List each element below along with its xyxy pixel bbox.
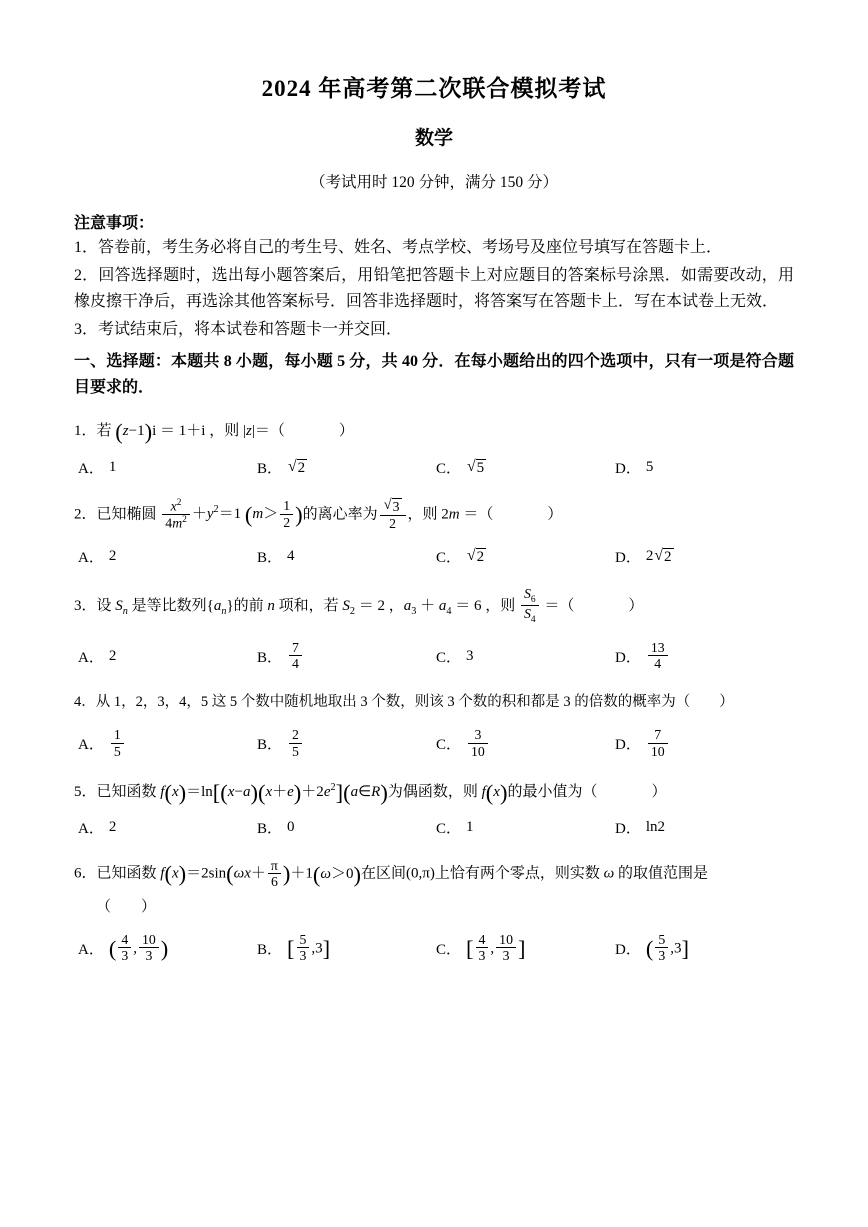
question-3-options [74,640,794,672]
option-2-B-value: 4 [287,547,295,564]
option-5-A[interactable] [74,817,257,838]
option-3-C-value: 3 [466,647,474,664]
option-6-B-value: [ $\frac{5}{3}$ ,3] [287,932,331,964]
question-2-options [74,546,794,567]
option-3-D-value: $\frac{13}{4}$ [648,640,668,672]
option-5-C-label: C． [436,821,462,838]
option-6-A[interactable] [74,933,257,965]
option-3-B-label: B． [257,649,283,666]
option-1-D-label: D． [615,460,641,477]
option-2-D-label: D． [615,549,641,566]
notice-item-3: 3．考试结束后，将本试卷和答题卡一并交回． [74,320,403,338]
option-4-C-value: $\frac{3}{10}$ [468,727,488,759]
option-5-D-value: ln2 [645,819,666,836]
question-3-ratio: $\frac{S_6}{S_4}$ [521,586,539,626]
option-1-A-label: A． [78,460,104,477]
option-1-C-value: √ 5 [467,457,485,476]
option-1-D[interactable] [615,457,794,478]
question-6-tail2 [74,896,794,919]
option-2-D[interactable] [615,546,794,567]
option-1-B-label: B． [257,460,283,477]
option-4-D-value: $\frac{7}{10}$ [648,727,668,759]
option-1-C-label: C． [436,460,462,477]
question-6: 6．已知函数 f(x)＝2sin(ωx＋ $\frac{\pi}{6}$ )＋1(ω＞0)在区间(0,π)上恰有两个零点，则实数 ω 的取值范围是 [74,857,708,890]
option-4-D-label: D． [615,737,641,754]
question-2-tail2: ） [547,506,563,523]
option-1-D-value: 5 [645,458,654,475]
section-heading-choice: 一、选择题：本题共 8 小题，每小题 5 分，共 40 分．在每小题给出的四个选项中，只有一项是符合题目要求的． [74,352,794,396]
option-3-A-value: 2 [108,647,117,664]
option-6-B-label: B． [257,942,283,959]
question-2-ellipse: $\frac{x^2}{4m^2}$ $+y^2=1$ [160,506,245,522]
option-2-A-label: A． [78,549,104,566]
option-4-D[interactable] [615,728,794,760]
question-5-tail2: ） [651,783,667,800]
option-3-C[interactable] [436,640,615,672]
question-1-stem-pre: 若 [96,423,112,440]
question-3-number: 3． [74,598,97,615]
option-6-A-label: A． [78,942,104,959]
question-1 [74,420,794,443]
question-1-tail: ＝（ [254,423,285,440]
question-4-options [74,728,794,760]
question-6-tail: 的取值范围是 [617,865,708,882]
option-5-B-value: 0 [287,819,295,836]
option-6-A-value: ( $\frac{4}{3}$ , $\frac{10}{3}$ ) [108,932,169,964]
question-4-number: 4． [74,694,96,711]
question-1-stem-post: ，则 [209,423,240,440]
notice-item-1: 1．答卷前，考生务必将自己的考生号、姓名、考点学校、考场号及座位号填写在答题卡上． [74,239,723,256]
option-1-A[interactable] [74,457,257,478]
option-6-D-value: ( $\frac{5}{3}$ ,3] [645,932,689,964]
option-5-B-label: B． [257,821,283,838]
option-6-D-label: D． [615,942,641,959]
option-4-B[interactable] [257,728,436,760]
question-6-tail2-text: （ ） [96,899,157,916]
option-5-C[interactable] [436,817,615,838]
option-2-C[interactable] [436,546,615,567]
question-6-options [74,933,794,965]
option-2-C-value: √ 2 [467,546,485,565]
question-6-number: 6． [74,865,97,882]
option-3-D-label: D． [615,649,641,666]
option-2-A[interactable] [74,546,257,567]
question-2-mid: 的离心率为 [302,506,378,523]
option-3-B[interactable] [257,640,436,672]
question-1-options [74,457,794,478]
option-3-C-label: C． [436,649,462,666]
option-4-A-label: A． [78,737,104,754]
option-1-B[interactable] [257,457,436,478]
question-1-formula: (z−1)i ＝ 1＋i [115,419,210,445]
option-5-B[interactable] [257,817,436,838]
page-title: 2024 年高考第二次联合模拟考试 [261,76,607,101]
option-6-C-value: [ $\frac{4}{3}$ , $\frac{10}{3}$ ] [466,932,526,964]
question-4-text: 从 1，2，3，4，5 这 5 个数中随机地取出 3 个数，则该 3 个数的积和都是 3 的倍数的概率为（ ） [95,694,734,711]
option-3-A-label: A． [78,649,104,666]
option-4-C[interactable] [436,728,615,760]
notice-heading: 注意事项： [74,215,155,232]
question-3: 3．设 $S_n$ 是等比数列$\{a_n\}$的前 n 项和，若 $S_2 = 2$ ，$a_3 + a_4 = 6$ ，则 $\frac{S_6}{S_4}$ ＝（ ） [74,586,644,626]
option-4-C-label: C． [436,737,462,754]
question-3-tail: ＝（ [544,598,575,615]
question-1-number: 1． [74,423,97,440]
question-2: 2．已知椭圆 $\frac{x^2}{4m^2}$ $+y^2=1$ (m＞ $\frac{1}{2}$ )的离心率为 √ 3 2 ，则 2m ＝（ ） [74,497,563,531]
exam-meta: （考试用时 120 分钟，满分 150 分） [309,174,558,191]
option-3-D[interactable] [615,640,794,672]
question-5-options [74,817,794,838]
question-1-tail2: ） [338,423,354,440]
question-2-tail: ＝（ [463,506,494,523]
option-4-B-label: B． [257,737,283,754]
option-1-A-value: 1 [108,458,117,475]
option-5-C-value: 1 [466,819,474,836]
option-4-B-value: $\frac{2}{5}$ [289,727,302,759]
option-4-A-value: $\frac{1}{5}$ [111,727,124,759]
question-1-modulus: |z| [242,423,255,440]
option-6-D[interactable] [615,933,794,965]
option-6-C-label: C． [436,942,462,959]
option-5-A-label: A． [78,821,104,838]
option-2-D-value: 2 √ 2 [645,546,672,565]
option-1-B-value: √ 2 [288,457,306,476]
question-2-number: 2． [74,506,97,523]
question-5-tail: 的最小值为（ [507,783,598,800]
question-5-number: 5． [74,783,97,800]
option-1-C[interactable] [436,457,615,478]
option-6-B[interactable] [257,933,436,965]
option-2-C-label: C． [436,549,462,566]
option-3-B-value: $\frac{7}{4}$ [289,640,302,672]
question-2-stem-pre: 已知椭圆 [96,506,157,523]
option-3-A[interactable] [74,640,257,672]
option-2-B-label: B． [257,549,283,566]
option-6-C[interactable] [436,933,615,965]
option-5-D[interactable] [615,817,794,838]
option-5-A-value: 2 [108,819,117,836]
question-2-condition: (m＞ $\frac{1}{2}$ ) [244,498,303,530]
option-2-A-value: 2 [108,547,117,564]
question-2-eccentricity: √ 3 2 [378,506,408,522]
question-4 [74,692,794,714]
question-3-tail2: ） [628,598,644,615]
notice-item-2: 2．回答选择题时，选出每小题答案后，用铅笔把答题卡上对应题目的答案标号涂黑．如需要改动，用橡皮擦干净后，再选涂其他答案标号．回答非选择题时，将答案写在答题卡上．写在本试卷上无效． [74,266,794,310]
option-5-D-label: D． [615,821,641,838]
option-2-B[interactable] [257,546,436,567]
question-5: 5．已知函数 $f(x)=\ln[(x-a)(x+e)+2e^2](a\in R)$为偶函数，则 f(x)的最小值为（ ） [74,779,667,805]
subject-title: 数学 [414,128,453,149]
option-4-A[interactable] [74,728,257,760]
